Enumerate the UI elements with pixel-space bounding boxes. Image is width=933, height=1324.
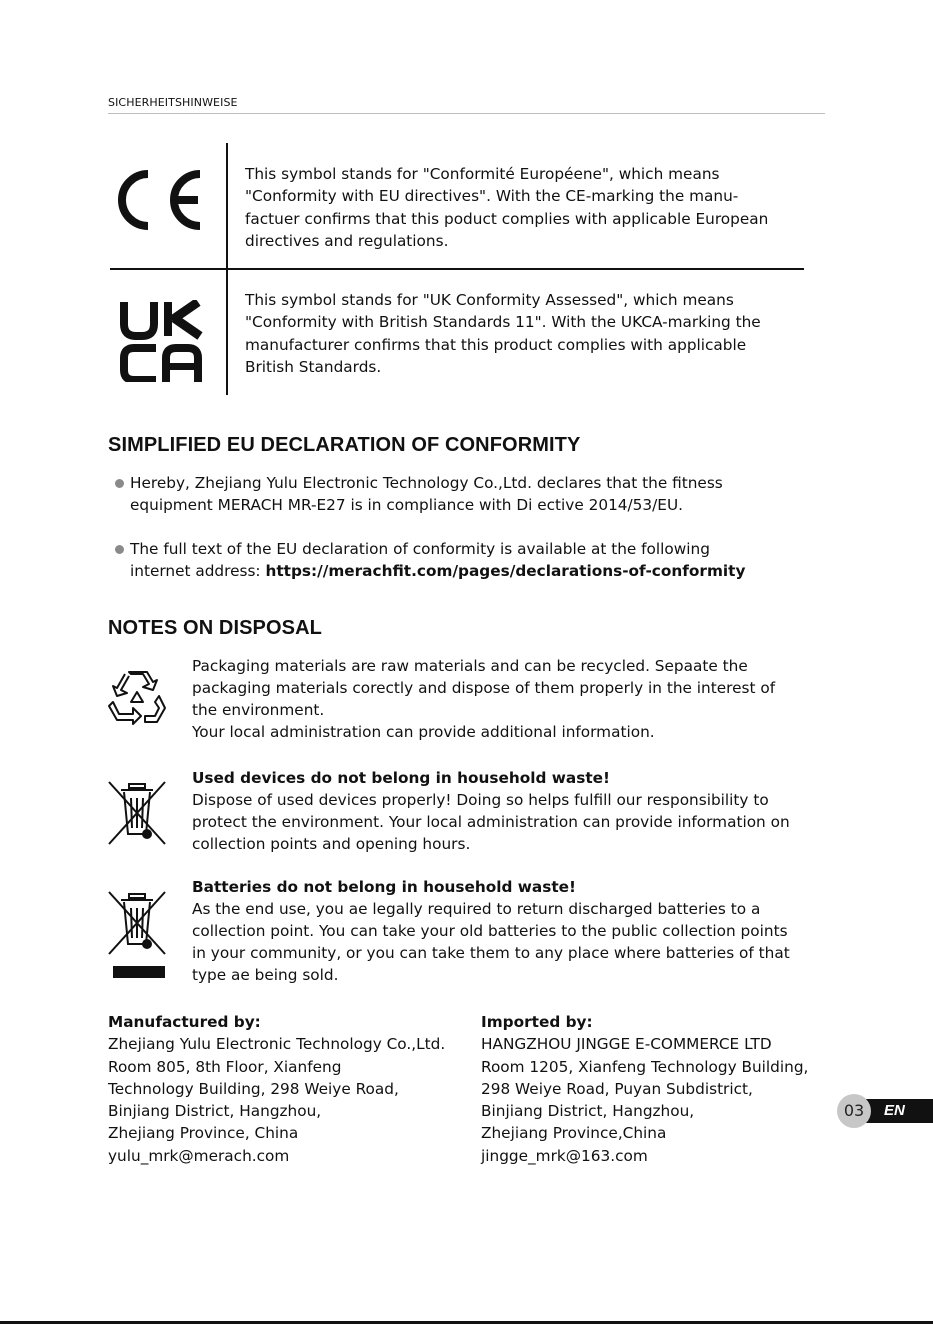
ce-description: This symbol stands for "Conformité Européene", which means "Conformity with EU directives". With the CE-marking the manu- factuer confirms that this poduct complies with applicable European directives and regulations. [245,165,769,250]
ukca-mark-icon [118,300,204,382]
importer-address: Imported by: HANGZHOU JINGGE E-COMMERCE LTD Room 1205, Xianfeng Technology Building, 298 Weiye Road, Puyan Subdistrict, Binjiang District, Hangzhou, Zhejiang Province,China jingge_mrk@163.com [481,1011,851,1167]
crossed-bin-icon [107,780,167,846]
manufacturer-label: Manufactured by: [108,1013,261,1031]
eu-declaration-title: SIMPLIFIED EU DECLARATION OF CONFORMITY [108,434,581,456]
language-tab: EN [866,1099,933,1123]
crossed-bin-battery-icon [107,890,167,956]
ukca-description: This symbol stands for "UK Conformity Assessed", which means "Conformity with British Standards 11". With the UKCA-marking the manufacturer confirms that this product complies with applicable British Standards. [245,291,761,376]
recycle-icon [107,670,167,728]
page-number: 03 [837,1094,871,1128]
packaging-disposal-text: Packaging materials are raw materials and can be recycled. Sepaate the packaging materials corectly and dispose of them properly in the interest of the environment. Your local administration can provide additional information. [192,657,776,741]
device-disposal-heading: Used devices do not belong in household waste! [192,769,611,787]
declaration-link-bullet: The full text of the EU declaration of conformity is available at the following internet address: https://merachfit.com/pages/declarations-of-conformity [113,538,813,583]
device-disposal-text: Used devices do not belong in household waste! Dispose of used devices properly! Doing so helps fulfill our responsibility to protect the environment. Your local administration can provide information on collection points and opening hours. [192,769,790,853]
importer-label: Imported by: [481,1013,593,1031]
header-divider [108,113,825,114]
manufacturer-email[interactable]: yulu_mrk@merach.com [108,1146,290,1165]
symbol-table-horizontal-rule [110,268,804,270]
battery-bar-icon [113,966,165,978]
battery-disposal-heading: Batteries do not belong in household waste! [192,878,577,896]
declaration-link[interactable]: https://merachfit.com/pages/declarations-of-conformity [265,562,746,581]
importer-email[interactable]: jingge_mrk@163.com [481,1146,648,1165]
bullet-dot-icon [115,545,124,554]
manufacturer-address: Manufactured by: Zhejiang Yulu Electronic Technology Co.,Ltd. Room 805, 8th Floor, Xianfeng Technology Building, 298 Weiye Road, Binjiang District, Hangzhou, Zhejiang Province, China yulu_mrk@merach.com [108,1011,478,1167]
disposal-title: NOTES ON DISPOSAL [108,617,322,639]
battery-disposal-text: Batteries do not belong in household waste! As the end use, you ae legally required to return discharged batteries to a collection point. You can take your old batteries to the public collection points in your community, or you can take them to any place where batteries of that type ae being sold. [192,878,790,984]
ce-mark-icon [118,170,204,230]
page-header: SICHERHEITSHINWEISE [108,96,238,109]
bullet-dot-icon [115,479,124,488]
declaration-bullet: Hereby, Zhejiang Yulu Electronic Technology Co.,Ltd. declares that the fitness equipment MERACH MR-E27 is in compliance with Di ective 2014/53/EU. [113,472,813,517]
